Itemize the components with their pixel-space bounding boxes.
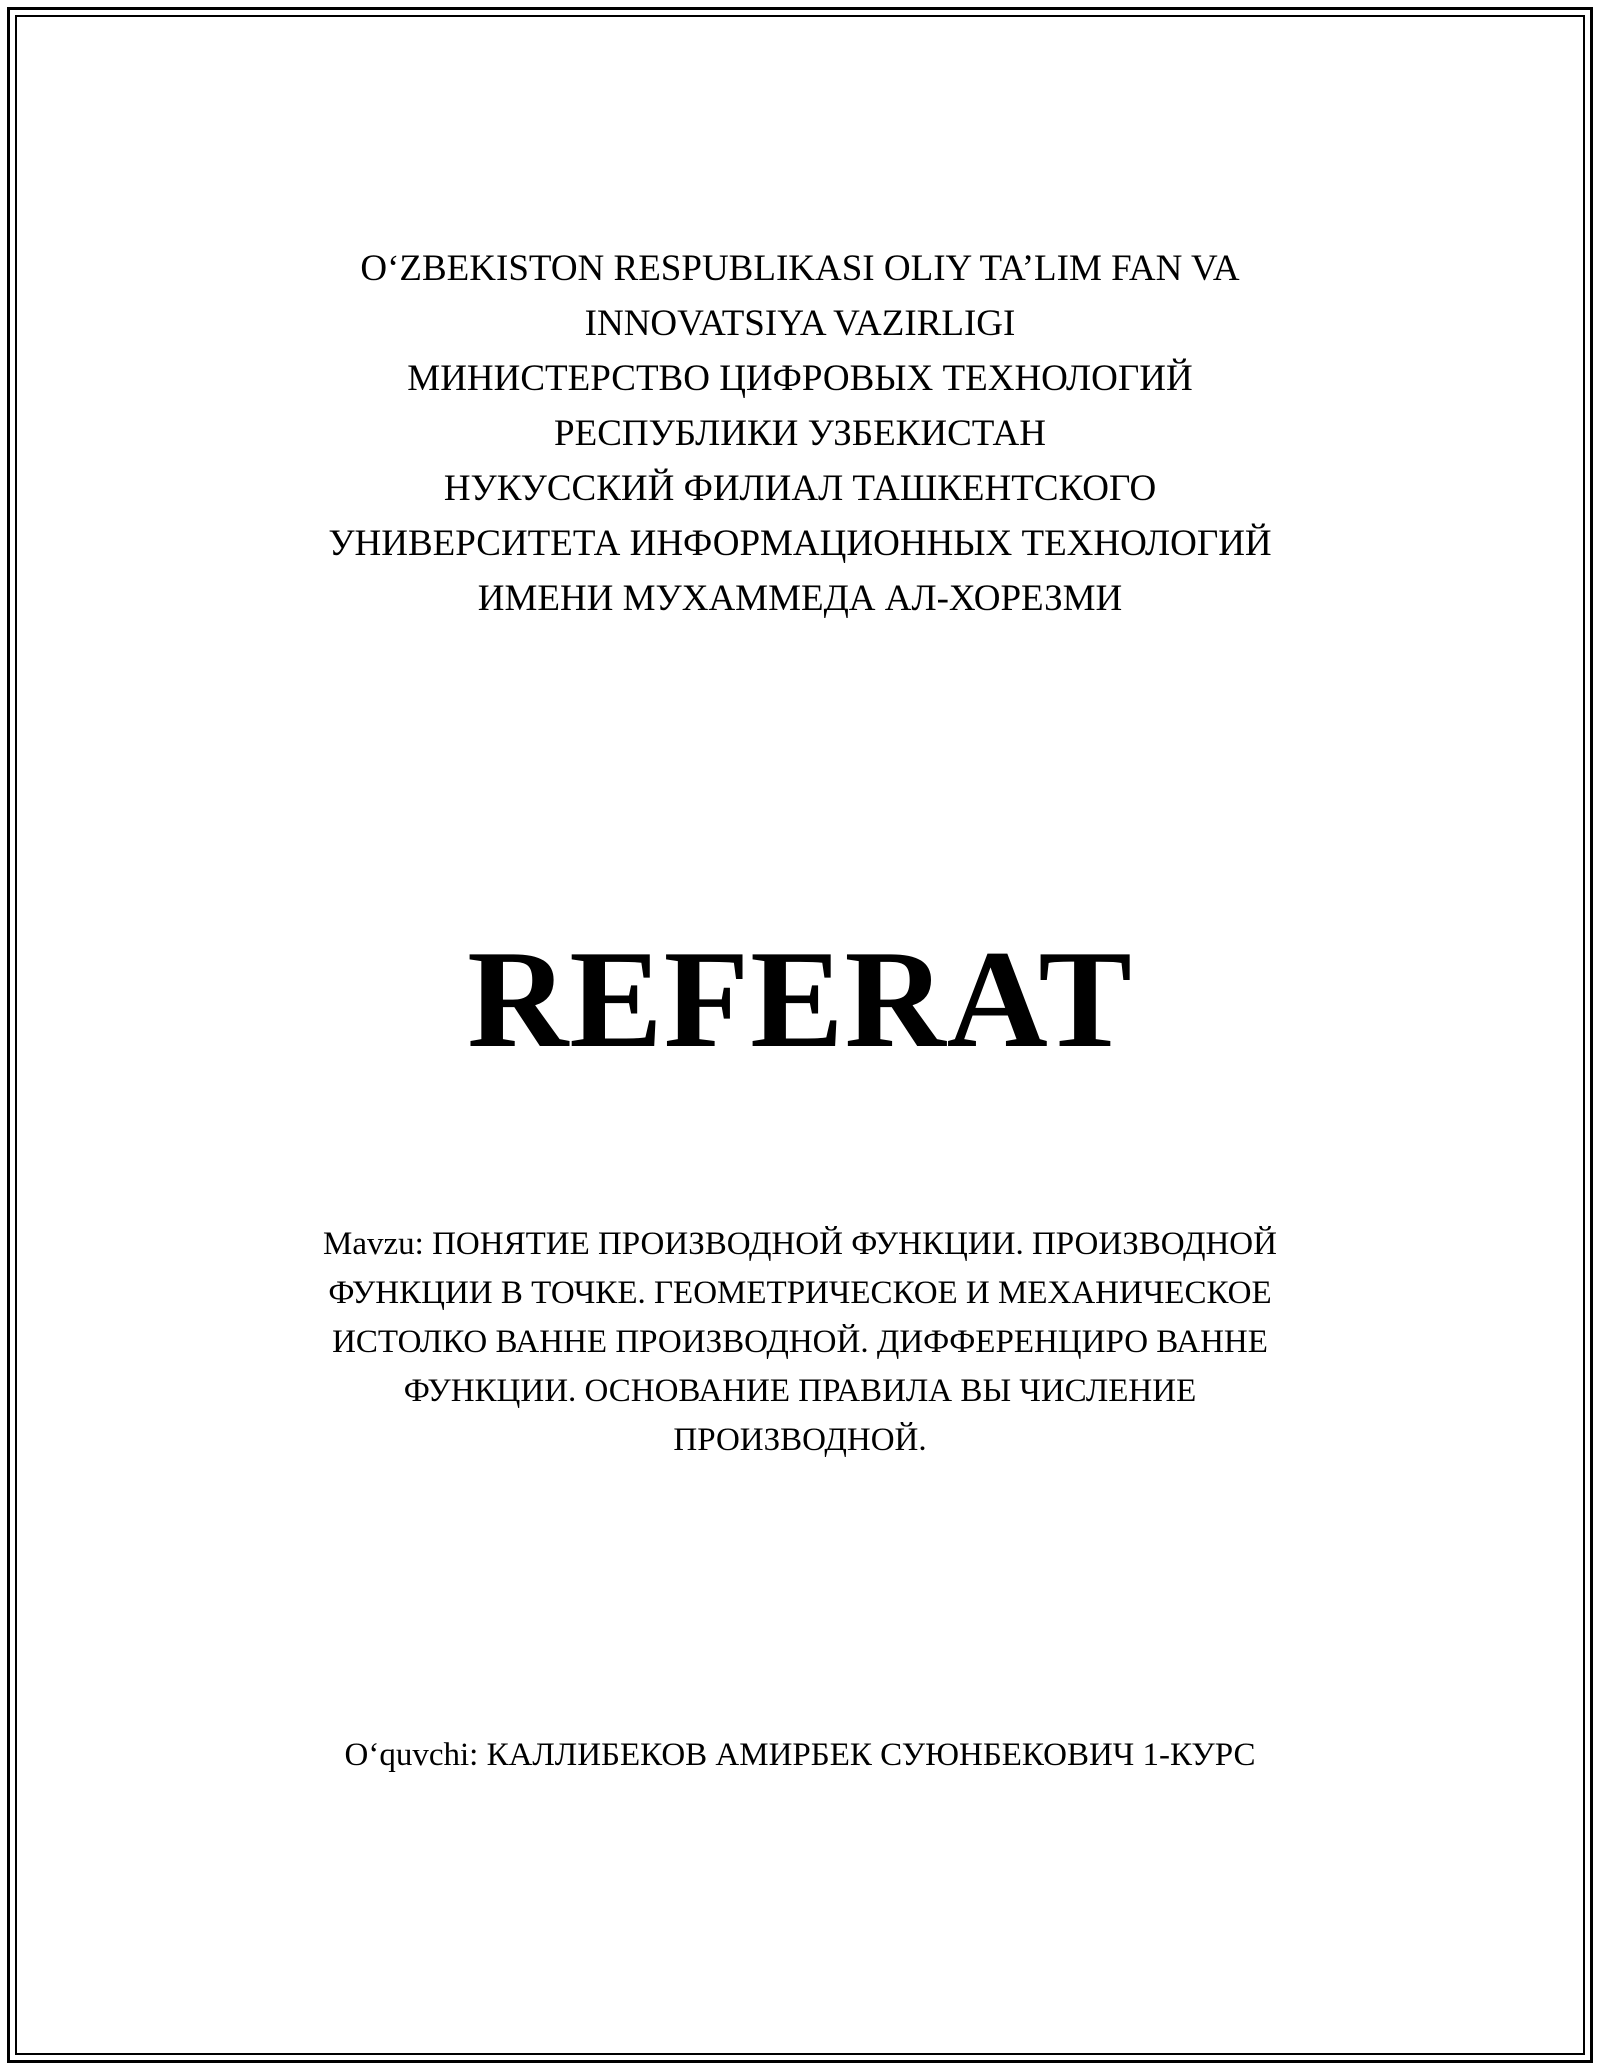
header-line: МИНИСТЕРСТВО ЦИФРОВЫХ ТЕХНОЛОГИЙ <box>407 358 1193 399</box>
document-title: REFERAT <box>467 922 1133 1077</box>
topic-line: ПРОИЗВОДНОЙ. <box>673 1422 927 1458</box>
topic-line: Mavzu: ПОНЯТИЕ ПРОИЗВОДНОЙ ФУНКЦИИ. ПРОИЗВОДНОЙ <box>323 1226 1277 1262</box>
topic-line: ФУНКЦИИ В ТОЧКЕ. ГЕОМЕТРИЧЕСКОЕ И МЕХАНИЧЕСКОЕ <box>328 1275 1272 1311</box>
header-line: УНИВЕРСИТЕТА ИНФОРМАЦИОННЫХ ТЕХНОЛОГИЙ <box>328 523 1272 564</box>
header-line: O‘ZBEKISTON RESPUBLIKASI OLIY TA’LIM FAN VA <box>360 248 1240 289</box>
institution-header <box>0 241 1600 626</box>
topic-line: ФУНКЦИИ. ОСНОВАНИЕ ПРАВИЛА ВЫ ЧИСЛЕНИЕ <box>403 1373 1197 1409</box>
header-line: РЕСПУБЛИКИ УЗБЕКИСТАН <box>554 413 1046 454</box>
header-line: НУКУССКИЙ ФИЛИАЛ ТАШКЕНТСКОГО <box>443 468 1157 509</box>
topic-block <box>0 1220 1600 1465</box>
student-info: O‘quvchi: КАЛЛИБЕКОВ АМИРБЕК СУЮНБЕКОВИЧ 1-КУРС <box>344 1737 1256 1773</box>
header-line: ИМЕНИ МУХАММЕДА АЛ-ХОРЕЗМИ <box>477 578 1123 619</box>
header-line: INNOVATSIYA VAZIRLIGI <box>584 303 1016 344</box>
topic-line: ИСТОЛКО ВАННЕ ПРОИЗВОДНОЙ. ДИФФЕРЕНЦИРО ВАННЕ <box>332 1324 1268 1360</box>
